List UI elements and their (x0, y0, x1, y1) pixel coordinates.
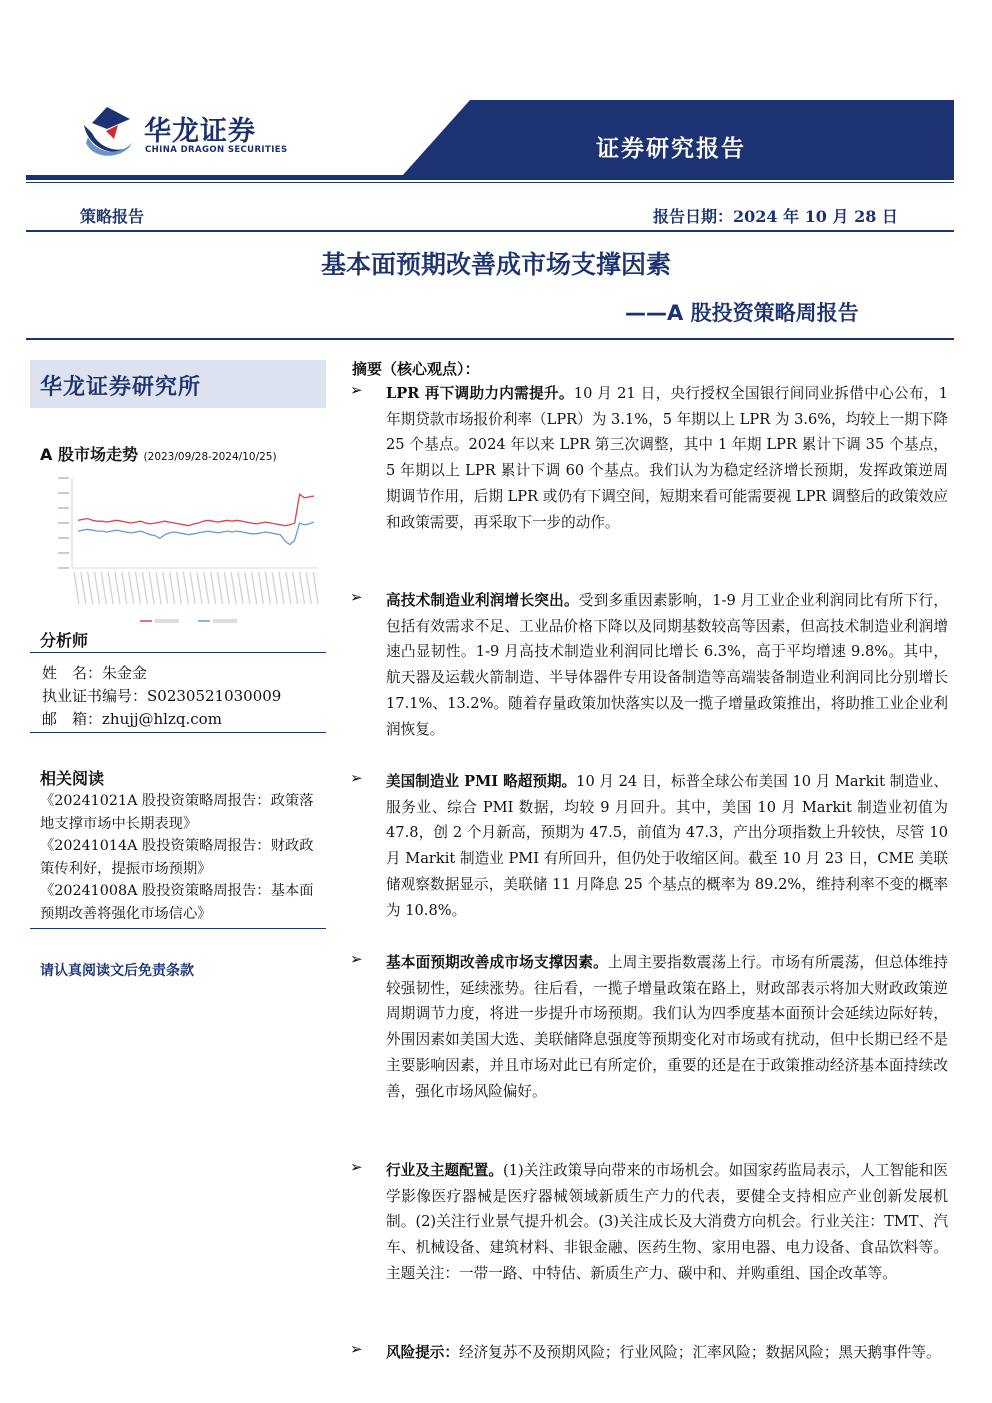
bullet-body: (1)关注政策导向带来的市场机会。如国家药监局表示，人工智能和医学影像医疗器械是医疗器械领域新质生产力的代表，要健全支持相应产业创新发展机制。(2)关注行业景气提升机会。(3)关注成长及大消费方向机会。行业关注：TMT、汽车、机械设备、建筑材料、非银金融、医药生物、家用电器、电力设备、食品饮料等。主题关注：一带一路、中特估、新质生产力、碳中和、并购重组、国企改革等。 (386, 1162, 948, 1282)
chart-legend-label (213, 619, 237, 623)
bullet-body: 10 月 21 日，央行授权全国银行间同业拆借中心公布，1 年期贷款市场报价利率（LPR）为 3.1%，5 年期以上 LPR 为 3.6%，均较上一期下降 25 个基点。2024 年以来 LPR 第三次调整，其中 1 年期 LPR 累计下调 35 个基点，5 年期以上 LPR 累计下调 60 个基点。我们认为为稳定经济增长预期，发挥政策逆周期调节作用，后期 LPR 或仍有下调空间，短期来看可能需要视 LPR 调整后的政策效应和政策需要，再采取下一步的动作。 (386, 385, 948, 531)
title-rule (26, 338, 954, 340)
chart-x-tick (231, 572, 236, 604)
bullet-lead: 基本面预期改善成市场支撑因素。 (386, 954, 608, 971)
chart-x-tick (197, 572, 202, 604)
chart-x-tick (300, 572, 305, 604)
related-reading-item[interactable]: 《20241014A 股投资策略周报告：财政政策传利好，提振市场预期》 (40, 838, 314, 877)
chart-series-line-1 (78, 522, 314, 545)
arrow-bullet-icon: ➢ (350, 769, 363, 787)
chart-x-tick (252, 572, 257, 604)
dragon-logo-icon (78, 103, 136, 161)
chart-x-tick (293, 572, 298, 604)
header-rule (26, 175, 954, 180)
chart-x-tick (183, 572, 188, 604)
chart-x-tick (245, 572, 250, 604)
chart-x-tick (211, 572, 216, 604)
bullet-text (386, 381, 948, 535)
report-type: 策略报告 (80, 207, 145, 226)
chart-x-tick (265, 572, 270, 604)
header-rule-thin (26, 182, 954, 183)
analyst-email[interactable]: 邮 箱：zhujj@hlzq.com (42, 710, 222, 728)
chart-x-tick (204, 572, 209, 604)
bullet-lead: 行业及主题配置。 (386, 1162, 504, 1179)
chart-x-tick (88, 572, 93, 604)
chart-x-tick (142, 572, 147, 604)
arrow-bullet-icon: ➢ (350, 1158, 363, 1176)
analyst-rule (30, 652, 326, 653)
chart-x-tick (313, 572, 318, 604)
chart-x-tick (272, 572, 277, 604)
related-reading-heading: 相关阅读 (40, 769, 105, 788)
chart-x-tick (156, 572, 161, 604)
logo-english-name: CHINA DRAGON SECURITIES (145, 145, 288, 155)
chart-legend-label (155, 619, 179, 623)
chart-x-tick (286, 572, 291, 604)
chart-x-tick (74, 572, 79, 604)
related-reading-item[interactable]: 《20241021A 股投资策略周报告：政策落地支撑市场中长期表现》 (40, 793, 314, 832)
bullet-text (386, 950, 948, 1104)
analyst-cert: 执业证书编号：S0230521030009 (42, 687, 282, 705)
chart-x-tick (218, 572, 223, 604)
market-trend-title (40, 442, 277, 465)
report-date: 报告日期：2024 年 10 月 28 日 (653, 207, 898, 226)
chart-x-tick (238, 572, 243, 604)
bullet-text (386, 1340, 948, 1366)
chart-x-tick (101, 572, 106, 604)
chart-x-tick (279, 572, 284, 604)
disclaimer-note: 请认真阅读文后免责条款 (40, 963, 194, 979)
analyst-name: 姓 名：朱金金 (42, 664, 148, 682)
chart-x-tick (129, 572, 134, 604)
bullet-text (386, 588, 948, 742)
bullet-text (386, 769, 948, 923)
logo-chinese-name: 华龙证券 (144, 116, 256, 147)
banner-label: 证券研究报告 (596, 135, 746, 162)
chart-x-tick (163, 572, 168, 604)
market-trend-range: (2023/09/28-2024/10/25) (143, 451, 277, 463)
chart-x-tick (306, 572, 311, 604)
chart-x-tick (95, 572, 100, 604)
report-title: 基本面预期改善成市场支撑因素 (320, 250, 671, 279)
chart-series-line-0 (78, 494, 314, 526)
reading-bottom-rule (30, 928, 326, 929)
bullet-body: 10 月 24 日，标普全球公布美国 10 月 Markit 制造业、服务业、综合 PMI 数据，均较 9 月回升。其中，美国 10 月 Markit 制造业初值为 47.8，创 2 个月新高，预期为 47.5，前值为 47.3，产出分项指数上升较快，尽管 10 月 Markit 制造业 PMI 有所回升，但仍处于收缩区间。截至 10 月 23 日，CME 美联储观察数据显示，美联储 11 月降息 25 个基点的概率为 89.2%，维持利率不变的概率为 10.8%。 (386, 773, 948, 919)
chart-x-tick (81, 572, 86, 604)
bullet-body: 经济复苏不及预期风险；行业风险；汇率风险；数据风险；黑天鹅事件等。 (458, 1344, 941, 1361)
market-trend-label: A 股市场走势 (40, 445, 138, 464)
company-logo (78, 103, 288, 163)
chart-x-tick (136, 572, 141, 604)
date-rule (26, 230, 954, 232)
chart-x-tick (122, 572, 127, 604)
chart-x-tick (177, 572, 182, 604)
bullet-lead: LPR 再下调助力内需提升。 (386, 385, 574, 402)
analyst-heading: 分析师 (40, 631, 89, 650)
arrow-bullet-icon: ➢ (350, 1340, 363, 1358)
chart-x-tick (224, 572, 229, 604)
bullet-body: 上周主要指数震荡上行。市场有所震荡，但总体维持较强韧性，延续涨势。往后看，一揽子增量政策在路上，财政部表示将加大财政政策逆周期调节力度，将进一步提升市场预期。我们认为四季度基本面预计会延续边际好转，外围因素如美国大选、美联储降息强度等预期变化对市场或有扰动，但中长期已经不是主要影响因素，并且市场对此已有所定价，重要的还是在于政策推动经济基本面持续改善，强化市场风险偏好。 (386, 954, 948, 1100)
chart-x-tick (115, 572, 120, 604)
arrow-bullet-icon: ➢ (350, 381, 363, 399)
chart-x-tick (190, 572, 195, 604)
arrow-bullet-icon: ➢ (350, 588, 363, 606)
chart-x-tick (170, 572, 175, 604)
report-subtitle: ——A 股投资策略周报告 (625, 301, 859, 325)
institute-box (30, 360, 326, 408)
market-trend-chart (36, 470, 326, 630)
chart-x-tick (108, 572, 113, 604)
analyst-bottom-rule (30, 732, 326, 733)
abstract-heading: 摘要（核心观点）： (352, 360, 480, 378)
chart-x-tick (259, 572, 264, 604)
arrow-bullet-icon: ➢ (350, 950, 363, 968)
bullet-lead: 美国制造业 PMI 略超预期。 (386, 773, 577, 790)
institute-name: 华龙证券研究所 (40, 374, 202, 400)
bullet-lead: 风险提示： (386, 1344, 459, 1361)
bullet-body: 受到多重因素影响，1-9 月工业企业利润同比有所下行，包括有效需求不足、工业品价格下降以及同期基数较高等因素，但高技术制造业利润增速凸显韧性。1-9 月高技术制造业利润同比增长 6.3%，高于平均增速 9.8%。其中，航天器及运载火箭制造、半导体器件专用设备制造等高端装备制造业利润同比分别增长 17.1%、13.2%。随着存量政策加快落实以及一揽子增量政策推出，将助推工业企业利润恢复。 (386, 592, 948, 738)
bullet-text (386, 1158, 948, 1287)
chart-x-tick (149, 572, 154, 604)
related-reading-item[interactable]: 《20241008A 股投资策略周报告：基本面预期改善将强化市场信心》 (40, 883, 314, 922)
bullet-lead: 高技术制造业利润增长突出。 (386, 592, 579, 609)
